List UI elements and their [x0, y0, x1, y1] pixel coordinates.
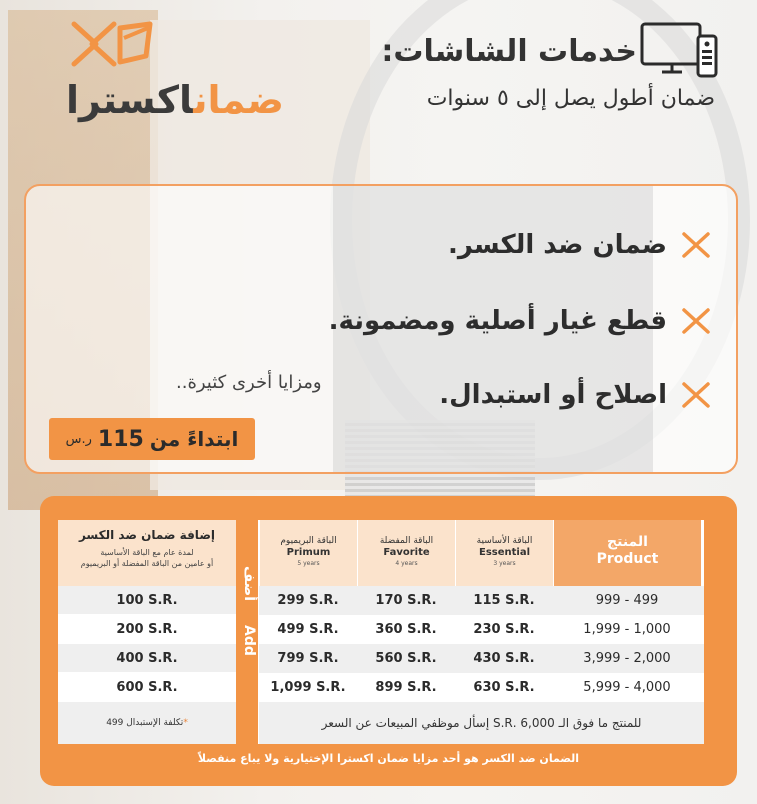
more-benefits-text: ومزايا أخرى كثيرة..	[176, 372, 322, 393]
brand-logo	[66, 18, 284, 128]
product-range: 1,999 - 1,000	[583, 622, 671, 637]
header-product	[553, 520, 701, 586]
favorite-price: 560 S.R.	[375, 651, 437, 666]
premium-price: 499 S.R.	[277, 622, 339, 637]
header-favorite-ar: الباقة المفضلة	[379, 536, 434, 546]
page-title: خدمات الشاشات:	[381, 34, 637, 69]
favorite-price: 360 S.R.	[375, 622, 437, 637]
addon-note	[58, 702, 236, 744]
addon-header	[58, 520, 236, 586]
table-note: للمنتج ما فوق الـ 6,000 .S.R إسأل موظفي المبيعات عن السعر	[259, 702, 704, 744]
add-label-en: Add	[241, 625, 257, 656]
header-favorite-en: Favorite	[383, 547, 430, 558]
logo-text-dark: اكسترا	[66, 78, 194, 122]
product-range: 3,999 - 2,000	[583, 651, 671, 666]
table-row	[259, 673, 704, 702]
header-premium-years: 5 years	[297, 560, 320, 567]
tv-remote-icon	[640, 20, 720, 80]
footer-note: الضمان ضد الكسر هو أحد مزايا ضمان اكسترا الإختيارية ولا يباع منفصلاً	[197, 752, 580, 765]
product-range: 999 - 499	[595, 593, 659, 608]
x-bullet-icon	[679, 304, 713, 338]
header-premium-en: Primum	[286, 547, 331, 558]
product-range: 5,999 - 4,000	[583, 680, 671, 695]
page-subtitle: ضمان أطول يصل إلى ٥ سنوات	[426, 86, 715, 111]
x-bullet-icon	[679, 228, 713, 262]
table-row	[259, 586, 704, 615]
price-table	[259, 520, 704, 744]
table-row	[259, 615, 704, 644]
essential-price: 430 S.R.	[473, 651, 535, 666]
logo-text-orange: ضمان	[193, 78, 284, 122]
addon-price: 400 S.R.	[58, 644, 236, 673]
favorite-price: 899 S.R.	[375, 680, 437, 695]
premium-price: 299 S.R.	[277, 593, 339, 608]
premium-price: 1,099 S.R.	[270, 680, 346, 695]
addon-line2: أو عامين من الباقة المفضلة أو البريميوم	[80, 559, 214, 568]
essential-price: 115 S.R.	[473, 593, 535, 608]
table-row	[259, 644, 704, 673]
price-prefix: ابتداءً من	[149, 427, 239, 451]
addon-price: 200 S.R.	[58, 615, 236, 644]
header-product-en: Product	[596, 551, 659, 567]
logo-mark-icon	[68, 18, 158, 70]
header-product-ar: المنتج	[607, 534, 648, 550]
addon-note-star: *	[183, 718, 188, 728]
price-amount: 115	[97, 426, 144, 452]
feature-item	[329, 304, 713, 338]
add-label-ar: أضف	[241, 566, 257, 601]
feature-item	[448, 228, 713, 262]
feature-item	[439, 378, 713, 412]
essential-price: 230 S.R.	[473, 622, 535, 637]
essential-price: 630 S.R.	[473, 680, 535, 695]
favorite-price: 170 S.R.	[375, 593, 437, 608]
header-premium	[259, 520, 357, 586]
feature-label: اصلاح أو استبدال.	[439, 380, 667, 410]
starting-price-badge	[49, 418, 255, 460]
feature-label: قطع غيار أصلية ومضمونة.	[328, 306, 667, 336]
header-essential-ar: الباقة الأساسية	[476, 536, 533, 546]
header-essential-years: 3 years	[493, 560, 516, 567]
header-essential	[455, 520, 553, 586]
header-premium-ar: الباقة البريميوم	[280, 536, 337, 546]
premium-price: 799 S.R.	[277, 651, 339, 666]
header-favorite-years: 4 years	[395, 560, 418, 567]
addon-title: إضافة ضمان ضد الكسر	[78, 528, 216, 542]
price-currency: ر.س	[65, 431, 92, 447]
addon-note-text: تكلفة الإستبدال 499	[106, 718, 184, 728]
addon-price: 600 S.R.	[58, 673, 236, 702]
addon-price: 100 S.R.	[58, 586, 236, 615]
table-header-row	[259, 520, 704, 586]
header-essential-en: Essential	[478, 547, 531, 558]
header-favorite	[357, 520, 455, 586]
addon-column	[58, 520, 236, 744]
logo-wordmark	[66, 78, 284, 122]
feature-label: ضمان ضد الكسر.	[447, 230, 667, 260]
x-bullet-icon	[679, 378, 713, 412]
addon-line1: لمدة عام مع الباقة الأساسية	[100, 548, 194, 557]
